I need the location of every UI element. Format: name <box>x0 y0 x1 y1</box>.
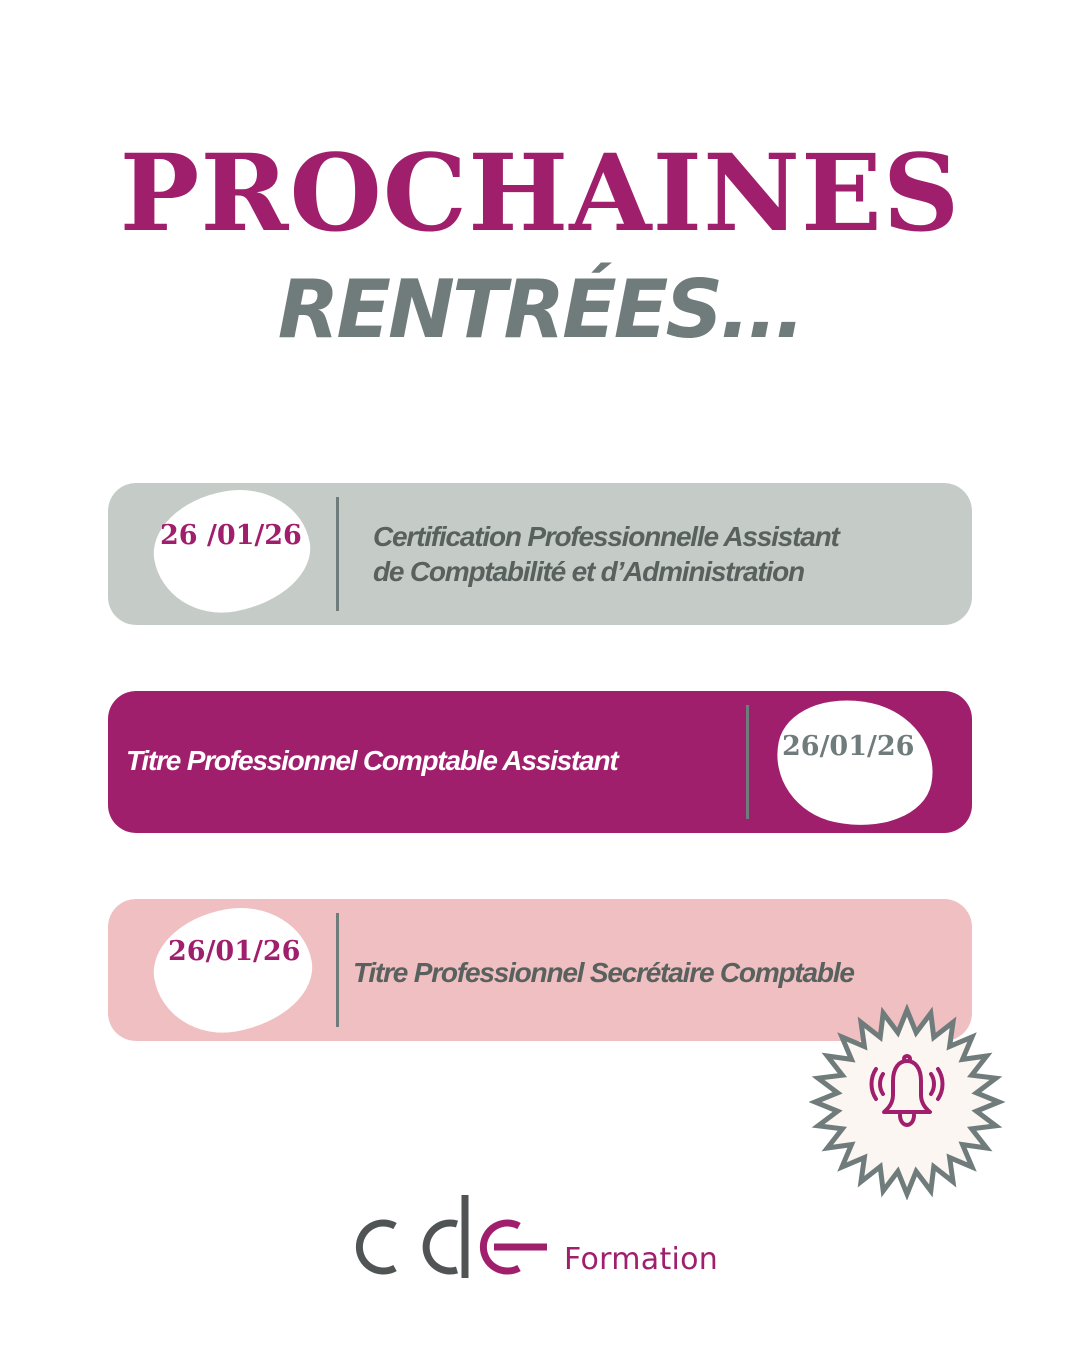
starburst-shape <box>815 1010 999 1194</box>
alert-badge <box>809 1004 1005 1200</box>
cdc-formation-logo <box>340 1190 740 1300</box>
date-blob <box>145 478 319 623</box>
cdc-logo-mark <box>340 1190 560 1300</box>
session-title: Titre Professionnel Secrétaire Comptable <box>353 957 854 988</box>
session-card-comptable-assistant <box>108 691 972 833</box>
card-divider <box>336 913 339 1027</box>
page-title: PROCHAINES <box>119 130 961 255</box>
session-title-line-1: Certification Professionnelle Assistant <box>373 521 839 552</box>
card-divider <box>336 497 339 611</box>
session-date: 26/01/26 <box>168 936 301 967</box>
card-divider <box>746 705 749 819</box>
page-subtitle: RENTRÉES... <box>277 263 803 356</box>
session-card-assistant-comptabilite <box>108 483 972 625</box>
session-title-line-2: de Comptabilité et d’Administration <box>373 556 804 587</box>
session-title <box>373 519 839 589</box>
session-date: 26 /01/26 <box>160 520 302 551</box>
session-date: 26/01/26 <box>782 731 915 762</box>
date-blob <box>765 686 945 840</box>
date-blob <box>145 896 322 1044</box>
logo-wordmark: Formation <box>564 1242 719 1277</box>
session-title: Titre Professionnel Comptable Assistant <box>126 745 618 776</box>
